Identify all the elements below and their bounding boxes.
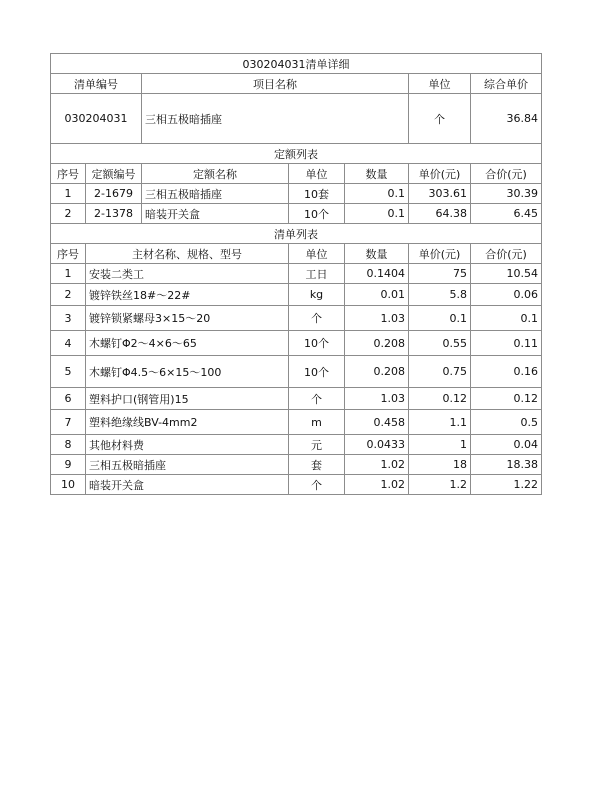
material-total: 0.16 <box>471 356 542 388</box>
item-header-row <box>51 74 542 94</box>
quota-qty: 0.1 <box>345 184 409 204</box>
material-price: 1.2 <box>409 475 471 495</box>
material-row <box>51 475 542 495</box>
quota-header-row <box>51 164 542 184</box>
material-total: 1.22 <box>471 475 542 495</box>
material-price: 5.8 <box>409 284 471 306</box>
quota-header-name: 定额名称 <box>142 164 289 184</box>
material-total: 0.06 <box>471 284 542 306</box>
material-row <box>51 455 542 475</box>
quota-code: 2-1679 <box>86 184 142 204</box>
quota-header-total: 合价(元) <box>471 164 542 184</box>
quota-row <box>51 184 542 204</box>
quota-total: 30.39 <box>471 184 542 204</box>
material-price: 75 <box>409 264 471 284</box>
material-name: 木螺钉Φ4.5～6×15～100 <box>86 356 289 388</box>
material-unit: 个 <box>289 306 345 331</box>
material-name: 其他材料费 <box>86 435 289 455</box>
quota-name: 暗装开关盒 <box>142 204 289 224</box>
material-no: 9 <box>51 455 86 475</box>
quota-code: 2-1378 <box>86 204 142 224</box>
material-no: 6 <box>51 388 86 410</box>
quota-no: 2 <box>51 204 86 224</box>
quota-no: 1 <box>51 184 86 204</box>
material-name: 塑料绝缘线BV-4mm2 <box>86 410 289 435</box>
material-total: 0.04 <box>471 435 542 455</box>
material-qty: 1.03 <box>345 388 409 410</box>
material-total: 0.12 <box>471 388 542 410</box>
material-qty: 0.0433 <box>345 435 409 455</box>
materials-section-title: 清单列表 <box>51 224 542 244</box>
material-price: 0.12 <box>409 388 471 410</box>
material-no: 5 <box>51 356 86 388</box>
quota-header-qty: 数量 <box>345 164 409 184</box>
material-unit: 工日 <box>289 264 345 284</box>
quota-header-price: 单价(元) <box>409 164 471 184</box>
material-qty: 1.02 <box>345 475 409 495</box>
item-price: 36.84 <box>471 94 542 144</box>
item-name: 三相五极暗插座 <box>142 94 409 144</box>
unit-label: 单位 <box>409 74 471 94</box>
table-title: 030204031清单详细 <box>51 54 542 74</box>
material-unit: 元 <box>289 435 345 455</box>
quota-header-no: 序号 <box>51 164 86 184</box>
quota-unit: 10个 <box>289 204 345 224</box>
material-name: 塑料护口(钢管用)15 <box>86 388 289 410</box>
material-unit: 套 <box>289 455 345 475</box>
quota-section-title: 定额列表 <box>51 144 542 164</box>
material-unit: kg <box>289 284 345 306</box>
material-total: 10.54 <box>471 264 542 284</box>
quota-row <box>51 204 542 224</box>
materials-header-qty: 数量 <box>345 244 409 264</box>
material-no: 8 <box>51 435 86 455</box>
material-qty: 1.02 <box>345 455 409 475</box>
material-name: 镀锌锁紧螺母3×15～20 <box>86 306 289 331</box>
material-no: 1 <box>51 264 86 284</box>
quota-section-row <box>51 144 542 164</box>
material-name: 木螺钉Φ2～4×6～65 <box>86 331 289 356</box>
material-unit: 10个 <box>289 356 345 388</box>
material-no: 7 <box>51 410 86 435</box>
material-price: 0.75 <box>409 356 471 388</box>
materials-header-price: 单价(元) <box>409 244 471 264</box>
materials-header-row <box>51 244 542 264</box>
material-unit: 个 <box>289 475 345 495</box>
material-row <box>51 331 542 356</box>
material-row <box>51 264 542 284</box>
material-no: 4 <box>51 331 86 356</box>
material-row <box>51 306 542 331</box>
material-qty: 0.458 <box>345 410 409 435</box>
material-qty: 0.208 <box>345 331 409 356</box>
quota-total: 6.45 <box>471 204 542 224</box>
item-unit: 个 <box>409 94 471 144</box>
material-price: 18 <box>409 455 471 475</box>
material-no: 2 <box>51 284 86 306</box>
material-unit: 10个 <box>289 331 345 356</box>
materials-header-no: 序号 <box>51 244 86 264</box>
quota-qty: 0.1 <box>345 204 409 224</box>
material-name: 三相五极暗插座 <box>86 455 289 475</box>
materials-section-row <box>51 224 542 244</box>
material-row <box>51 435 542 455</box>
material-total: 0.1 <box>471 306 542 331</box>
material-price: 0.55 <box>409 331 471 356</box>
item-code: 030204031 <box>51 94 142 144</box>
material-name: 暗装开关盒 <box>86 475 289 495</box>
quota-unit: 10套 <box>289 184 345 204</box>
materials-header-name: 主材名称、规格、型号 <box>86 244 289 264</box>
material-qty: 0.208 <box>345 356 409 388</box>
material-price: 1 <box>409 435 471 455</box>
bill-detail-table <box>50 53 542 495</box>
materials-header-total: 合价(元) <box>471 244 542 264</box>
name-label: 项目名称 <box>142 74 409 94</box>
material-row <box>51 284 542 306</box>
quota-header-code: 定额编号 <box>86 164 142 184</box>
material-unit: m <box>289 410 345 435</box>
item-row <box>51 94 542 144</box>
materials-header-unit: 单位 <box>289 244 345 264</box>
material-row <box>51 388 542 410</box>
quota-price: 303.61 <box>409 184 471 204</box>
title-row <box>51 54 542 74</box>
material-unit: 个 <box>289 388 345 410</box>
material-qty: 0.01 <box>345 284 409 306</box>
material-total: 18.38 <box>471 455 542 475</box>
price-label: 综合单价 <box>471 74 542 94</box>
material-row <box>51 356 542 388</box>
material-name: 镀锌铁丝18#～22# <box>86 284 289 306</box>
material-price: 0.1 <box>409 306 471 331</box>
quota-name: 三相五极暗插座 <box>142 184 289 204</box>
material-no: 3 <box>51 306 86 331</box>
material-total: 0.11 <box>471 331 542 356</box>
material-row <box>51 410 542 435</box>
material-total: 0.5 <box>471 410 542 435</box>
material-price: 1.1 <box>409 410 471 435</box>
material-name: 安装二类工 <box>86 264 289 284</box>
code-label: 清单编号 <box>51 74 142 94</box>
material-no: 10 <box>51 475 86 495</box>
material-qty: 1.03 <box>345 306 409 331</box>
quota-header-unit: 单位 <box>289 164 345 184</box>
quota-price: 64.38 <box>409 204 471 224</box>
material-qty: 0.1404 <box>345 264 409 284</box>
